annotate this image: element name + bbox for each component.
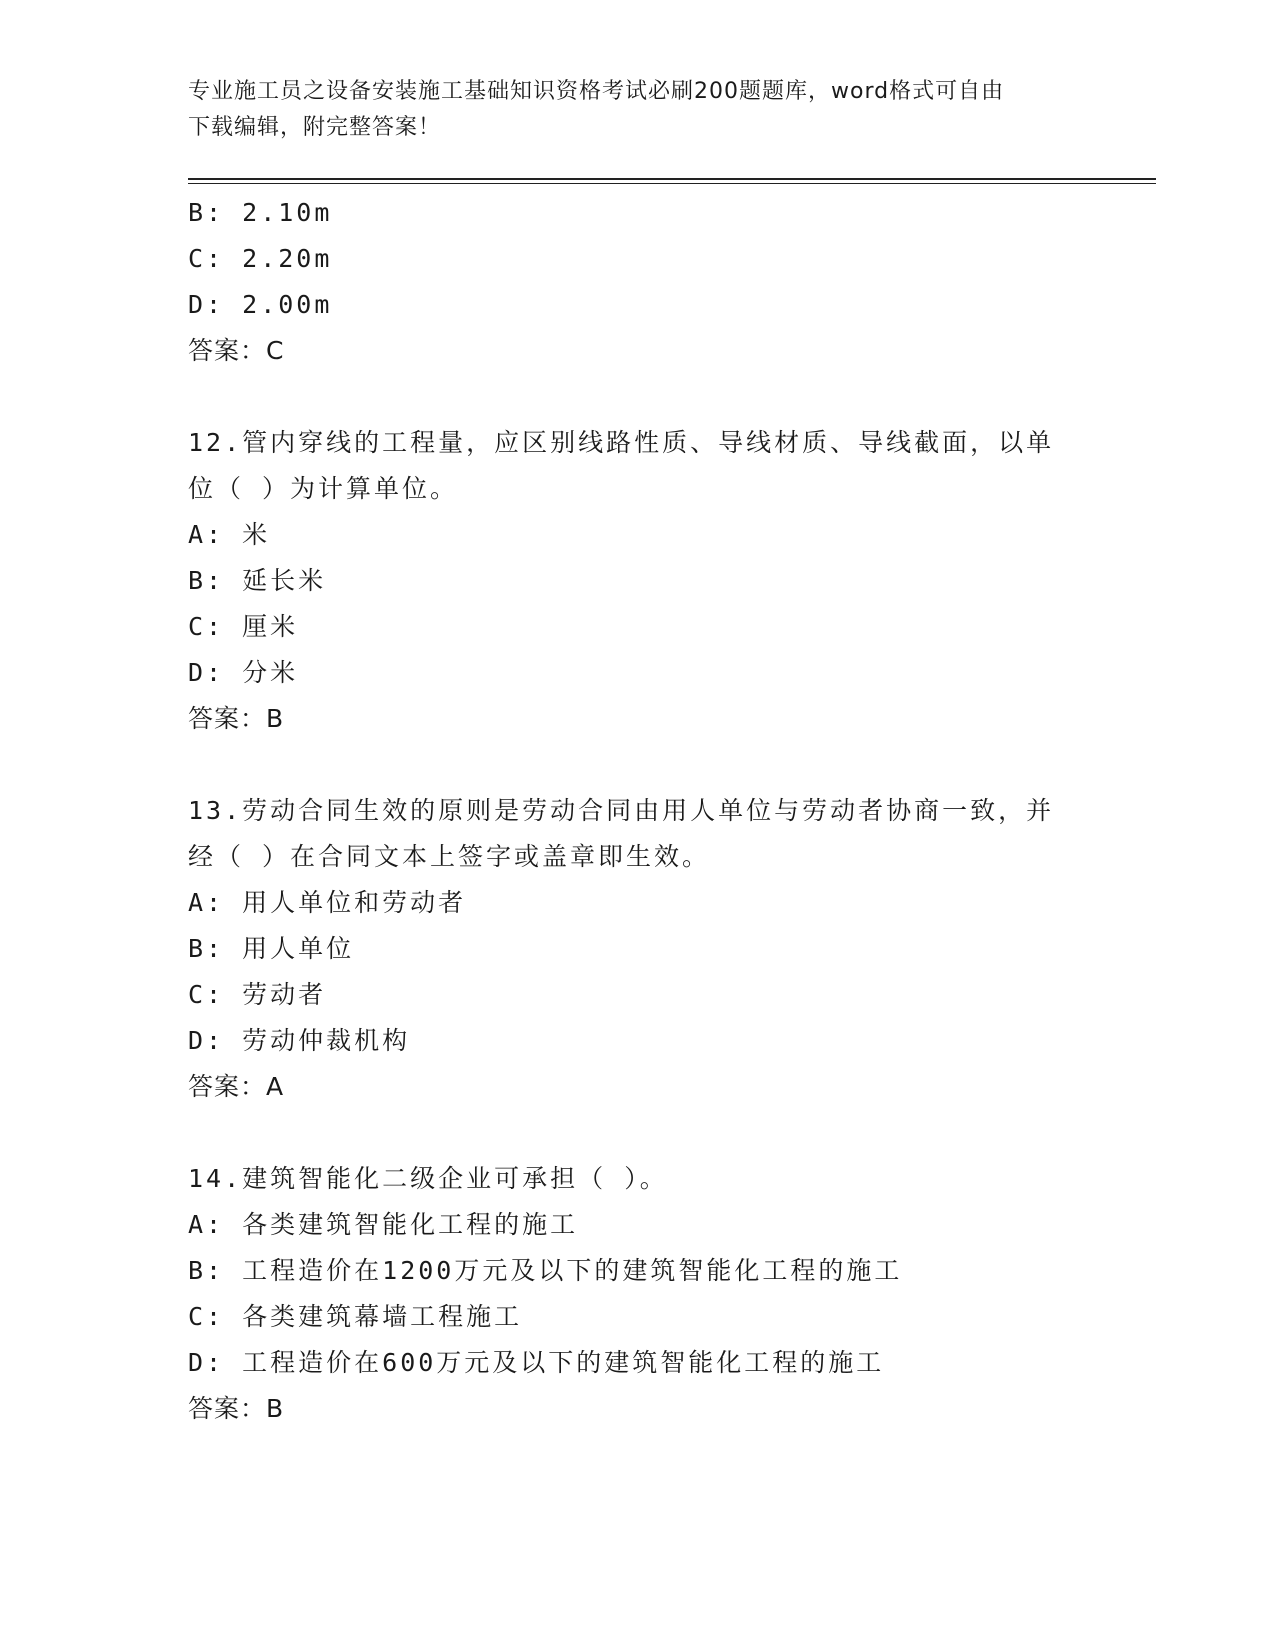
header-divider-thin [188, 183, 1156, 184]
answer-line: 答案：C [188, 336, 285, 365]
option-a: A: 用人单位和劳动者 [188, 888, 467, 917]
question-12 [188, 420, 1088, 742]
spacer [188, 1110, 1088, 1156]
question-text-line-1: 12.管内穿线的工程量，应区别线路性质、导线材质、导线截面，以单 [188, 428, 1055, 457]
document-header [188, 74, 1088, 146]
header-divider-thick [188, 178, 1156, 180]
header-line-2: 下载编辑，附完整答案！ [188, 115, 442, 140]
question-text-line-1: 13.劳动合同生效的原则是劳动合同由用人单位与劳动者协商一致，并 [188, 796, 1055, 825]
option-b: B: 延长米 [188, 566, 327, 595]
answer-line: 答案：A [188, 1072, 285, 1101]
option-c: C: 劳动者 [188, 980, 327, 1009]
option-b: B: 工程造价在1200万元及以下的建筑智能化工程的施工 [188, 1256, 903, 1285]
answer-line: 答案：B [188, 1394, 285, 1423]
option-a: A: 各类建筑智能化工程的施工 [188, 1210, 579, 1239]
option-c: C: 厘米 [188, 612, 299, 641]
option-c: C: 各类建筑幕墙工程施工 [188, 1302, 523, 1331]
option-d: D: 2.00m [188, 290, 333, 319]
spacer [188, 742, 1088, 788]
question-text-line-2: 位（ ）为计算单位。 [188, 474, 459, 503]
option-b: B: 2.10m [188, 198, 333, 227]
answer-line: 答案：B [188, 704, 285, 733]
option-d: D: 工程造价在600万元及以下的建筑智能化工程的施工 [188, 1348, 885, 1377]
option-a: A: 米 [188, 520, 271, 549]
question-13 [188, 788, 1088, 1110]
question-text-line-2: 经（ ）在合同文本上签字或盖章即生效。 [188, 842, 711, 871]
question-list [188, 190, 1088, 1432]
question-14 [188, 1156, 1088, 1432]
spacer [188, 374, 1088, 420]
question-text-line-1: 14.建筑智能化二级企业可承担（ ）。 [188, 1164, 668, 1193]
question-11-fragment [188, 190, 1088, 374]
option-c: C: 2.20m [188, 244, 333, 273]
option-d: D: 分米 [188, 658, 299, 687]
option-b: B: 用人单位 [188, 934, 355, 963]
option-d: D: 劳动仲裁机构 [188, 1026, 411, 1055]
header-line-1: 专业施工员之设备安装施工基础知识资格考试必刷200题题库，word格式可自由 [188, 79, 1005, 104]
